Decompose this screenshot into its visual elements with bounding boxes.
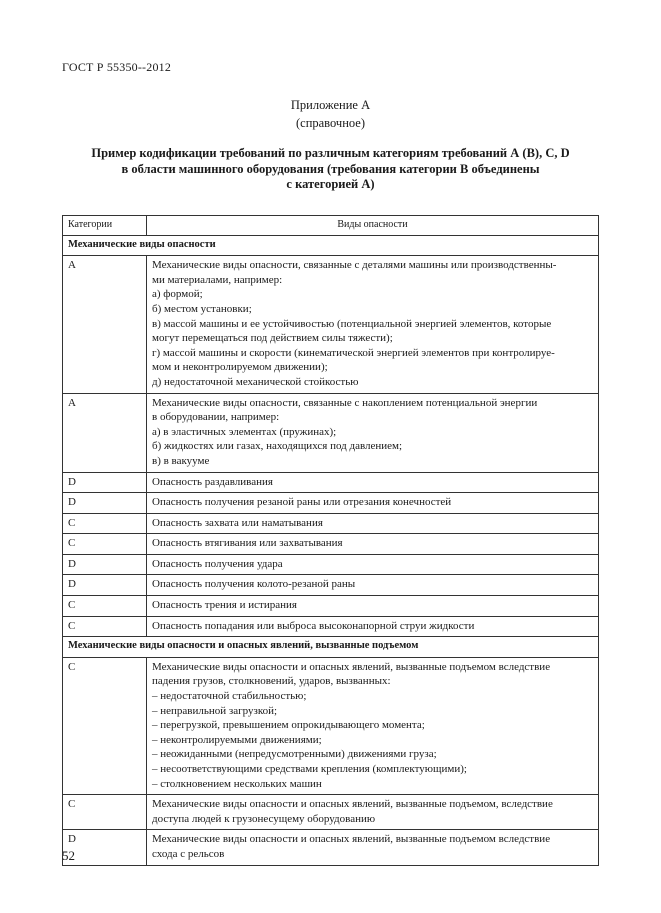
- appendix-note: (справочное): [295, 116, 366, 130]
- hazard-text-line: – несоответствующими средствами крепления (комплектующими);: [152, 763, 467, 775]
- hazard-cell: [147, 616, 599, 637]
- hazard-text-line: Опасность получения колото-резаной раны: [152, 578, 356, 591]
- section-row: [63, 637, 599, 658]
- hazard-text-line: Механические виды опасности и опасных явлений, вызванные подъемом вследствие: [152, 833, 551, 846]
- hazard-text-line: а) формой;: [152, 288, 203, 301]
- category-cell: С: [63, 616, 147, 637]
- appendix-label: Приложение А: [290, 98, 371, 112]
- category-cell: С: [63, 534, 147, 555]
- hazard-cell: [147, 472, 599, 493]
- hazard-cell: [147, 393, 599, 472]
- hazard-text-line: могут перемещаться под действием силы тяжести);: [152, 332, 393, 345]
- table-row: [63, 795, 599, 830]
- table-row: [63, 596, 599, 617]
- table-row: [63, 393, 599, 472]
- hazard-text-line: Опасность трения и истирания: [152, 599, 297, 612]
- hazard-text-line: Механические виды опасности и опасных явлений, вызванные подъемом вследствие: [152, 660, 551, 673]
- hazard-text-line: Опасность получения удара: [152, 557, 283, 570]
- category-cell: D: [63, 554, 147, 575]
- hazard-text-line: Опасность попадания или выброса высоконапорной струи жидкости: [152, 619, 475, 632]
- hazard-text-line: Опасность втягивания или захватывания: [152, 537, 343, 550]
- document-code: ГОСТ Р 55350--2012: [62, 60, 172, 74]
- category-cell: С: [63, 657, 147, 794]
- document-title: [70, 146, 591, 193]
- hazard-text-line: – неправильной загрузкой;: [152, 704, 278, 717]
- hazard-text-line: – неконтролируемыми движениями;: [152, 733, 322, 746]
- table-row: [63, 493, 599, 514]
- category-cell: D: [63, 575, 147, 596]
- hazard-text-line: б) местом установки;: [152, 302, 252, 315]
- hazard-text-line: г) массой машины и скорости (кинематической энергией элементов при контролируе-: [152, 346, 555, 359]
- table-row: [63, 513, 599, 534]
- hazard-cell: [147, 493, 599, 514]
- hazard-text-line: в) массой машины и ее устойчивостью (потенциальной энергией элементов, которые: [152, 317, 552, 330]
- category-cell: С: [63, 596, 147, 617]
- category-cell: D: [63, 493, 147, 514]
- hazard-text-line: ми материалами, например:: [152, 273, 283, 286]
- section-row: [63, 235, 599, 256]
- hazards-table: [62, 215, 599, 866]
- column-header-category: Категории: [63, 216, 147, 236]
- hazard-cell: [147, 513, 599, 534]
- table-header-row: [63, 216, 599, 236]
- hazard-cell: [147, 256, 599, 393]
- column-header-hazards: Виды опасности: [147, 216, 599, 236]
- hazard-text-line: схода с рельсов: [152, 847, 225, 860]
- title-line: с категорией А): [286, 177, 375, 191]
- hazard-text-line: мом и неконтролируемом движении);: [152, 361, 328, 374]
- table-row: [63, 256, 599, 393]
- hazard-cell: [147, 596, 599, 617]
- hazard-text-line: Механические виды опасности и опасных явлений, вызванные подъемом, вследствие: [152, 798, 553, 811]
- table-row: [63, 657, 599, 794]
- hazard-text-line: – недостаточной стабильностью;: [152, 690, 307, 703]
- table-row: [63, 616, 599, 637]
- hazard-text-line: Механические виды опасности, связанные с деталями машины или производственны-: [152, 259, 557, 272]
- hazard-text-line: б) жидкостях или газах, находящихся под давлением;: [152, 440, 403, 453]
- category-cell: А: [63, 393, 147, 472]
- hazard-text-line: в) в вакууме: [152, 454, 210, 467]
- hazard-cell: [147, 554, 599, 575]
- category-cell: А: [63, 256, 147, 393]
- category-cell: D: [63, 830, 147, 865]
- hazard-text-line: – перегрузкой, превышением опрокидывающего момента;: [152, 719, 425, 732]
- hazard-cell: [147, 575, 599, 596]
- hazard-text-line: Опасность захвата или наматывания: [152, 516, 323, 529]
- table-row: [63, 554, 599, 575]
- hazard-text-line: Опасность получения резаной раны или отрезания конечностей: [152, 496, 452, 509]
- table-row: [63, 472, 599, 493]
- category-cell: D: [63, 472, 147, 493]
- page-number: 52: [62, 848, 75, 863]
- hazard-text-line: в оборудовании, например:: [152, 411, 280, 424]
- section-title: Механические виды опасности и опасных явлений, вызванные подъемом: [63, 637, 599, 658]
- hazard-cell: [147, 795, 599, 830]
- hazard-text-line: д) недостаточной механической стойкостью: [152, 375, 359, 388]
- category-cell: С: [63, 513, 147, 534]
- category-cell: С: [63, 795, 147, 830]
- table-row: [63, 830, 599, 865]
- hazard-text-line: падения грузов, столкновений, ударов, вызванных:: [152, 675, 391, 688]
- title-line: в области машинного оборудования (требования категории В объединены: [121, 161, 540, 176]
- hazard-cell: [147, 534, 599, 555]
- hazard-text-line: – столкновением нескольких машин: [152, 777, 322, 790]
- section-title: Механические виды опасности: [63, 235, 599, 256]
- table-row: [63, 575, 599, 596]
- hazard-cell: [147, 657, 599, 794]
- hazard-cell: [147, 830, 599, 865]
- hazard-text-line: – неожиданными (непредусмотренными) движениями груза;: [152, 748, 437, 761]
- hazard-text-line: доступа людей к грузонесущему оборудованию: [152, 812, 376, 825]
- table-row: [63, 534, 599, 555]
- hazard-text-line: а) в эластичных элементах (пружинах);: [152, 425, 337, 438]
- hazard-text-line: Опасность раздавливания: [152, 475, 273, 488]
- hazard-text-line: Механические виды опасности, связанные с накоплением потенциальной энергии: [152, 396, 538, 409]
- title-line: Пример кодификации требований по различным категориям требований А (В), С, D: [91, 146, 570, 160]
